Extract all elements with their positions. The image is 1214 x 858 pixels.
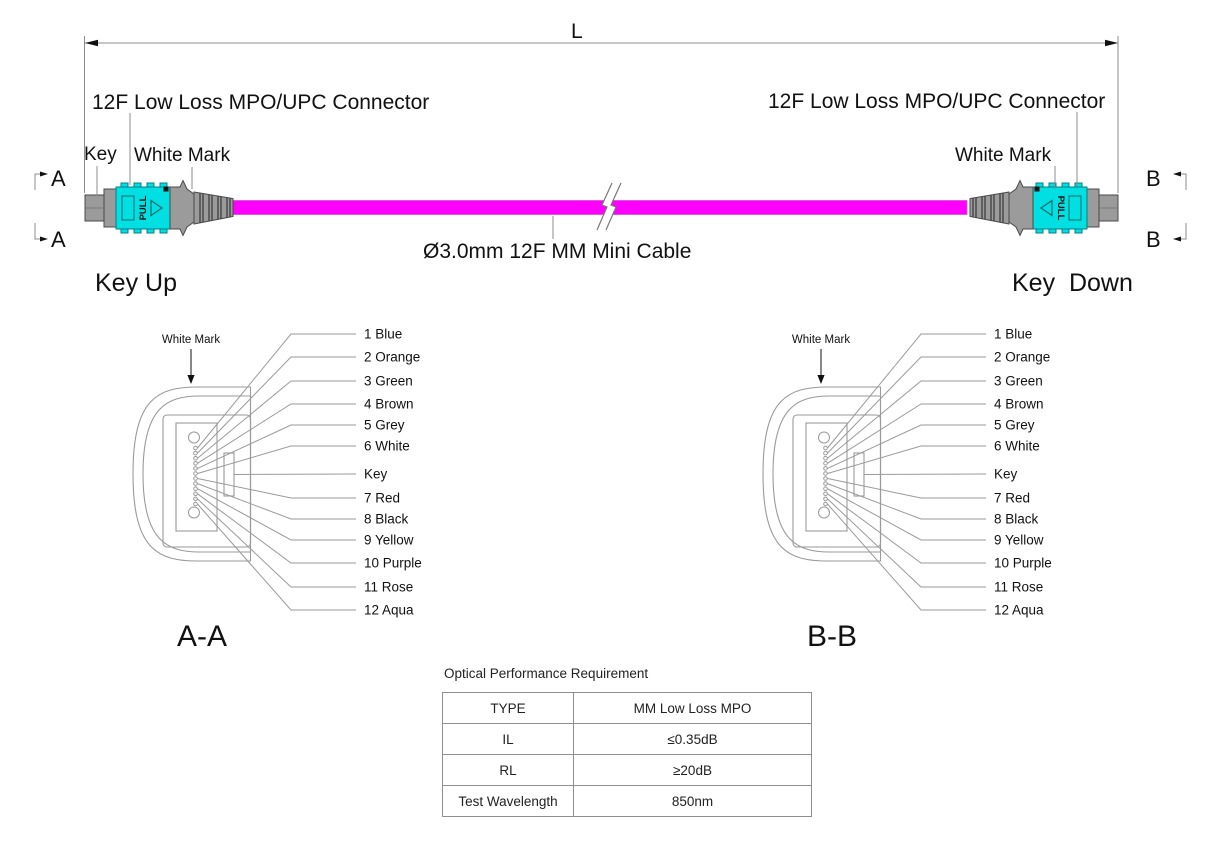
value-cell: 850nm <box>574 786 812 817</box>
section-marker-bracket <box>35 174 44 190</box>
pull-tab-label: PULL <box>1055 195 1066 221</box>
cable-assembly <box>233 183 967 263</box>
fan-leader-line <box>828 489 987 540</box>
fan-leader-line <box>198 404 357 463</box>
fiber-label: 3 Green <box>994 373 1043 389</box>
table-row <box>443 693 812 724</box>
fiber-leader-lines <box>828 334 987 610</box>
fan-leader-line <box>198 334 357 448</box>
white-mark-dot <box>1035 187 1040 192</box>
connector-body-step <box>104 189 116 227</box>
fan-leader-line <box>198 489 357 540</box>
section-marker-bracket <box>1177 223 1186 239</box>
fan-leader-line <box>198 494 357 563</box>
fan-leader-line <box>234 474 356 475</box>
face-view-bb <box>763 327 1052 654</box>
fan-leader-line <box>864 474 986 475</box>
fan-leader-line <box>198 504 357 610</box>
section-marker-arrow <box>40 172 48 177</box>
white-mark-label: White Mark <box>791 334 851 346</box>
section-view-title: B-B <box>807 620 858 653</box>
value-cell: MM Low Loss MPO <box>574 693 812 724</box>
white-mark-dot <box>164 187 169 192</box>
fan-leader-line <box>828 404 987 463</box>
fiber-label: 1 Blue <box>364 326 403 342</box>
right-connector <box>970 181 1118 236</box>
fan-leader-line <box>198 479 357 499</box>
section-letter: A <box>51 166 66 191</box>
section-marker-bracket <box>35 223 44 239</box>
section-letter: B <box>1146 227 1161 252</box>
fiber-label: 11 Rose <box>994 579 1044 595</box>
value-cell: ≥20dB <box>574 755 812 786</box>
table-row <box>443 786 812 817</box>
pull-tab-label: PULL <box>138 195 149 221</box>
fan-leader-line <box>828 446 987 474</box>
key-label: Key <box>994 466 1018 482</box>
fiber-label: 12 Aqua <box>364 602 414 618</box>
fan-leader-line <box>198 425 357 468</box>
fiber-label: 4 Brown <box>994 396 1044 412</box>
white-mark-label: White Mark <box>161 334 221 346</box>
param-cell: Test Wavelength <box>443 786 574 817</box>
dimension-arrow-left <box>85 40 98 46</box>
section-marker-bracket <box>1177 174 1186 190</box>
fiber-label: 7 Red <box>994 490 1031 506</box>
fiber-label: 4 Brown <box>364 396 414 412</box>
table-row <box>443 724 812 755</box>
fan-leader-line <box>828 504 987 610</box>
table-title: Optical Performance Requirement <box>444 666 649 681</box>
white-mark-label: White Mark <box>955 145 1052 166</box>
fiber-label: 5 Grey <box>364 417 405 433</box>
section-marker-arrow <box>40 237 48 242</box>
boot-flange <box>170 181 194 236</box>
param-cell: RL <box>443 755 574 786</box>
fiber-label: 9 Yellow <box>364 532 414 548</box>
fiber-label: 7 Red <box>364 490 401 506</box>
fiber-label: 2 Orange <box>994 349 1051 365</box>
section-marker-arrow <box>1173 237 1181 242</box>
white-mark-label: White Mark <box>134 145 231 166</box>
fiber-label: 6 White <box>994 438 1040 454</box>
cable-label: Ø3.0mm 12F MM Mini Cable <box>423 240 692 263</box>
fiber-label: 12 Aqua <box>994 602 1044 618</box>
fiber-label: 11 Rose <box>364 579 414 595</box>
key-orientation-label: Key Down <box>1012 269 1133 297</box>
fiber-label: 8 Black <box>364 511 409 527</box>
fiber-label: 6 White <box>364 438 410 454</box>
param-cell: IL <box>443 724 574 755</box>
face-view-aa <box>133 327 422 654</box>
connector-title: 12F Low Loss MPO/UPC Connector <box>768 90 1106 113</box>
fiber-label: 1 Blue <box>994 326 1033 342</box>
fiber-label: 5 Grey <box>994 417 1035 433</box>
connector-body-step <box>1087 189 1099 227</box>
fan-leader-line <box>198 499 357 587</box>
fiber-label: 2 Orange <box>364 349 421 365</box>
left-connector <box>85 181 233 236</box>
fiber-label: 3 Green <box>364 373 413 389</box>
optical-performance-table <box>442 692 812 817</box>
key-orientation-label: Key Up <box>95 269 177 297</box>
fiber-leader-lines <box>198 334 357 610</box>
key-label: Key <box>84 144 117 165</box>
key-label: Key <box>364 466 388 482</box>
boot-flange <box>1009 181 1033 236</box>
fan-leader-line <box>828 494 987 563</box>
dimension-arrow-right <box>1105 40 1118 46</box>
fiber-label: 10 Purple <box>994 555 1052 571</box>
fiber-label: 10 Purple <box>364 555 422 571</box>
fan-leader-line <box>198 446 357 474</box>
section-marker-arrow <box>1173 172 1181 177</box>
cable-body <box>233 201 967 215</box>
fan-leader-line <box>828 334 987 448</box>
section-letter: A <box>51 227 66 252</box>
length-label: L <box>571 20 583 43</box>
fan-leader-line <box>828 499 987 587</box>
value-cell: ≤0.35dB <box>574 724 812 755</box>
right-callouts <box>768 90 1186 297</box>
fan-leader-line <box>828 479 987 499</box>
fan-leader-line <box>828 425 987 468</box>
fiber-label: 8 Black <box>994 511 1039 527</box>
left-callouts <box>35 91 429 297</box>
section-view-title: A-A <box>177 620 228 653</box>
connector-title: 12F Low Loss MPO/UPC Connector <box>92 91 430 114</box>
section-letter: B <box>1146 166 1161 191</box>
param-cell: TYPE <box>443 693 574 724</box>
table-row <box>443 755 812 786</box>
fiber-label: 9 Yellow <box>994 532 1044 548</box>
